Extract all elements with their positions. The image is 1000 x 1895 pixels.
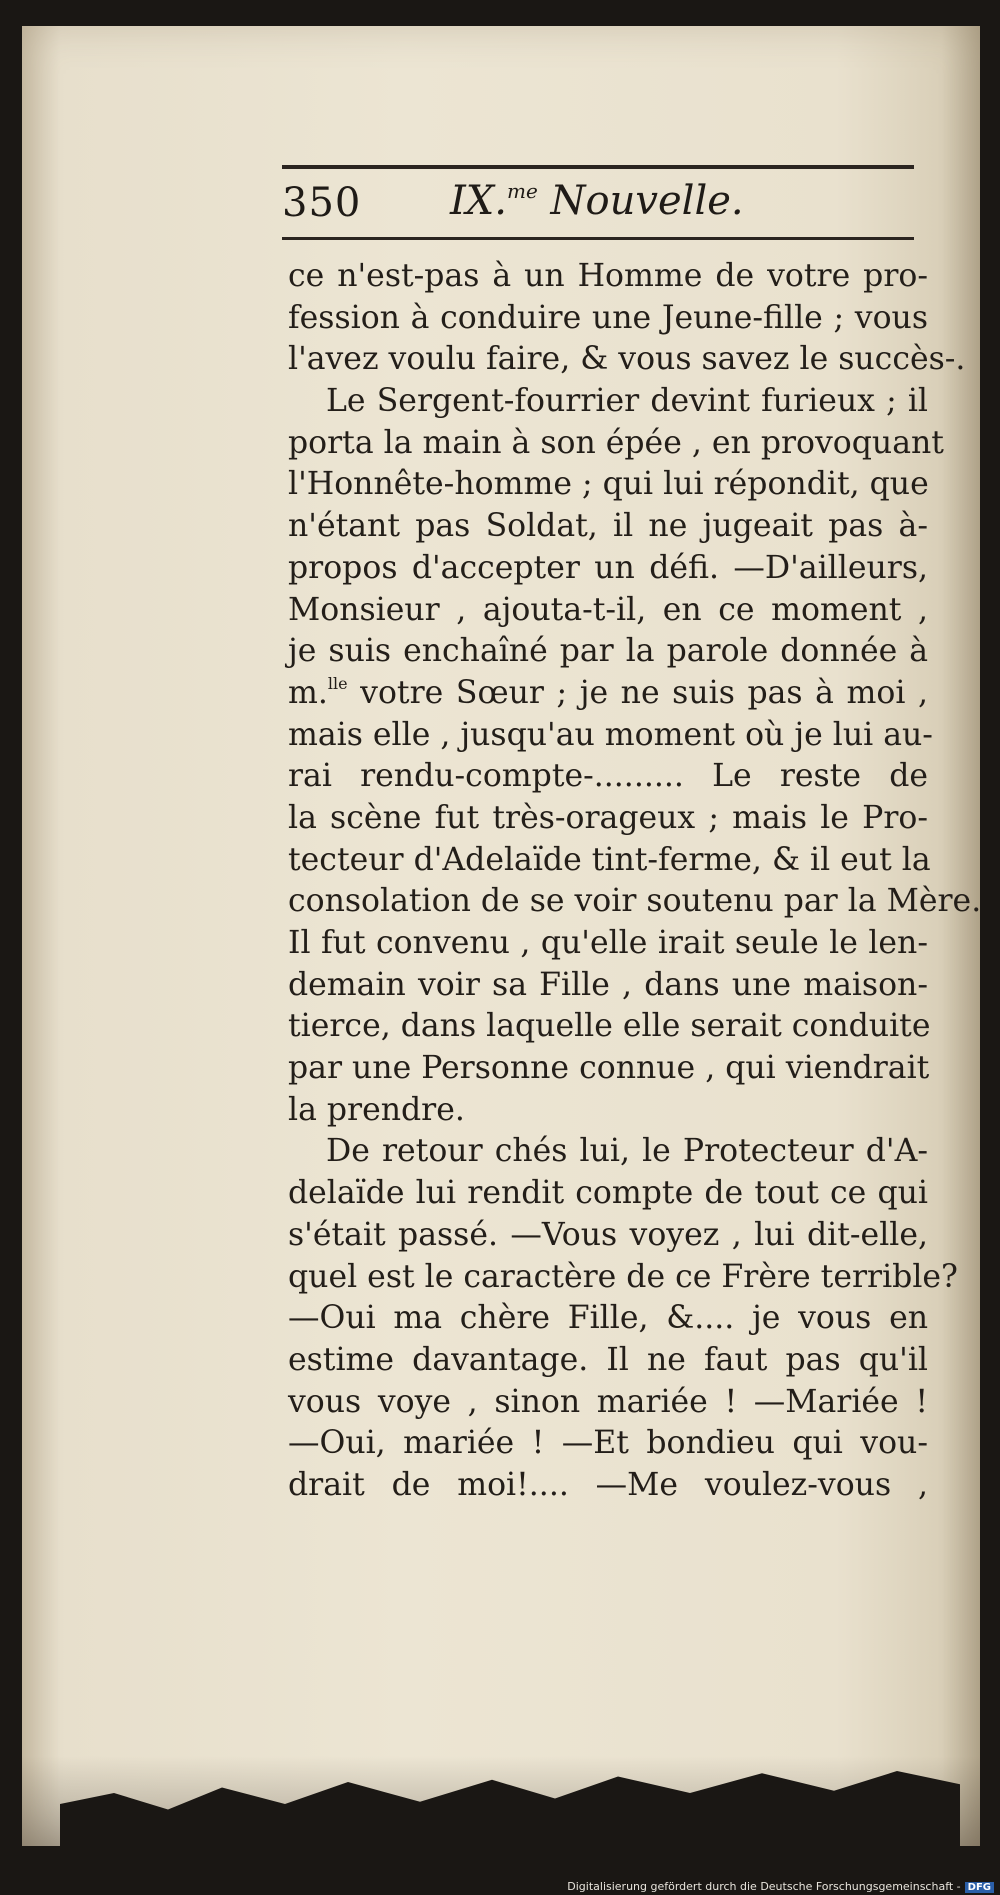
text-line-content: —Oui ma chère Fille, &.... je vous en bbox=[288, 1300, 928, 1337]
text-line bbox=[288, 1423, 928, 1465]
text-line-content: vous voye , sinon mariée ! —Mariée ! bbox=[288, 1383, 928, 1420]
page-number: 350 bbox=[282, 180, 362, 226]
text-line bbox=[288, 464, 928, 506]
text-line-content: fession à conduire une Jeune-fille ; vous bbox=[288, 299, 928, 336]
text-line bbox=[288, 965, 928, 1007]
digitization-credit bbox=[567, 1880, 994, 1893]
text-line bbox=[288, 590, 928, 632]
header-rule-bottom bbox=[282, 237, 914, 240]
text-line bbox=[288, 881, 982, 923]
text-line bbox=[288, 1382, 928, 1424]
text-line bbox=[288, 423, 944, 465]
text-line bbox=[288, 1173, 928, 1215]
text-line bbox=[288, 339, 966, 381]
text-line-content: votre Sœur ; je ne suis pas à moi , bbox=[347, 674, 928, 711]
text-line bbox=[288, 381, 928, 423]
text-line bbox=[288, 923, 928, 965]
text-line-content: ce n'est-pas à un Homme de votre pro- bbox=[288, 258, 928, 294]
text-line-content: par une Personne connue , qui viendrait bbox=[288, 1050, 930, 1087]
running-head-superscript: me bbox=[507, 179, 538, 203]
text-line-content: —Oui, mariée ! —Et bondieu qui vou- bbox=[288, 1425, 928, 1462]
body-text bbox=[288, 256, 982, 1507]
running-head-prefix: IX. bbox=[450, 178, 507, 224]
text-line-content: drait de moi!.... —Me voulez-vous , bbox=[288, 1466, 928, 1503]
text-line bbox=[288, 1048, 928, 1090]
text-line-content: la scène fut très-orageux ; mais le Pro- bbox=[288, 799, 928, 836]
text-line bbox=[288, 256, 928, 298]
text-line-content: delaïde lui rendit compte de tout ce qui bbox=[288, 1175, 928, 1212]
abbreviation: m. bbox=[288, 674, 328, 711]
text-line-content: tecteur d'Adelaïde tint-ferme, & il eut la bbox=[288, 841, 931, 878]
text-line bbox=[288, 715, 933, 757]
text-line bbox=[288, 756, 928, 798]
text-line-content: mais elle , jusqu'au moment où je lui au- bbox=[288, 716, 933, 753]
text-line-content: Il fut convenu , qu'elle irait seule le len- bbox=[288, 925, 928, 961]
text-line-content: quel est le caractère de ce Frère terrible? bbox=[288, 1258, 958, 1295]
running-head-title: Nouvelle. bbox=[550, 178, 744, 224]
text-line-content: demain voir sa Fille , dans une maison- bbox=[288, 966, 928, 1003]
text-line-content: estime davantage. Il ne faut pas qu'il bbox=[288, 1341, 928, 1378]
text-line bbox=[288, 1006, 931, 1048]
page-header bbox=[282, 170, 914, 236]
text-line-content: Monsieur , ajouta-t-il, en ce moment , bbox=[288, 591, 928, 628]
text-line bbox=[288, 1298, 928, 1340]
running-head bbox=[450, 178, 744, 224]
text-line-content: la prendre. bbox=[288, 1091, 465, 1128]
text-line-content: consolation de se voir soutenu par la Mère. bbox=[288, 883, 982, 920]
text-line-content: s'était passé. —Vous voyez , lui dit-elle, bbox=[288, 1216, 928, 1253]
text-line-content: l'avez voulu faire, & vous savez le succès-. bbox=[288, 341, 966, 378]
text-line-content: porta la main à son épée , en provoquant bbox=[288, 424, 944, 461]
text-line bbox=[288, 673, 928, 715]
abbreviation-superscript: lle bbox=[327, 673, 348, 693]
text-line-content: Le Sergent-fourrier devint furieux ; il bbox=[326, 383, 928, 420]
text-line bbox=[288, 1465, 928, 1507]
text-line bbox=[288, 840, 931, 882]
text-line bbox=[288, 1131, 928, 1173]
text-line-content: rai rendu-compte-......... Le reste de bbox=[288, 758, 928, 795]
text-line bbox=[288, 798, 928, 840]
text-line bbox=[288, 1340, 928, 1382]
text-line bbox=[288, 1215, 928, 1257]
text-line bbox=[288, 1090, 928, 1132]
text-line-content: propos d'accepter un défi. —D'ailleurs, bbox=[288, 549, 928, 586]
text-line bbox=[288, 298, 928, 340]
text-line-content: je suis enchaîné par la parole donnée à bbox=[288, 633, 928, 670]
text-line-content: tierce, dans laquelle elle serait conduite bbox=[288, 1008, 931, 1045]
credit-text: Digitalisierung gefördert durch die Deutsche Forschungsgemeinschaft - bbox=[567, 1880, 961, 1893]
header-rule-top bbox=[282, 165, 914, 169]
dfg-logo: DFG bbox=[965, 1882, 994, 1893]
text-line bbox=[288, 1257, 958, 1299]
text-line bbox=[288, 506, 928, 548]
text-line-content: n'étant pas Soldat, il ne jugeait pas à- bbox=[288, 508, 928, 545]
text-line bbox=[288, 631, 928, 673]
text-line-content: De retour chés lui, le Protecteur d'A- bbox=[326, 1133, 928, 1170]
text-line-content: l'Honnête-homme ; qui lui répondit, que bbox=[288, 466, 929, 503]
text-line bbox=[288, 548, 928, 590]
